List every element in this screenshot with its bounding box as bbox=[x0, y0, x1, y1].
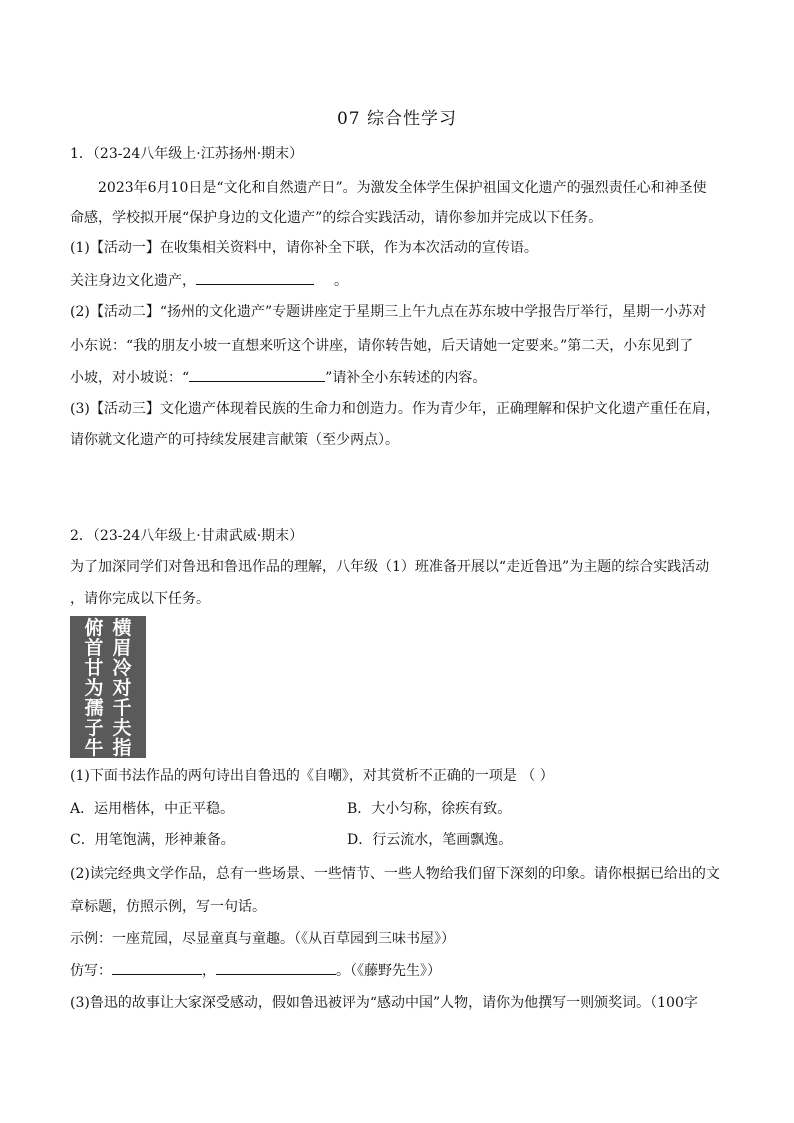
q2-intro-line2: ，请你完成以下任务。 bbox=[70, 591, 210, 607]
calligraphy-character: 子 bbox=[84, 717, 104, 739]
q1-a1-prefix: 关注身边文化遗产， bbox=[70, 273, 196, 289]
option-b[interactable]: B．大小匀称，徐疾有致。 bbox=[347, 801, 512, 817]
q1-activity1: (1)【活动一】在收集相关资料中，请你补全下联，作为本次活动的宣传语。 bbox=[70, 240, 538, 256]
calligraphy-character: 甘 bbox=[84, 657, 104, 679]
q2-sub2-line2: 章标题，仿照示例，写一句话。 bbox=[70, 899, 266, 915]
calligraphy-character: 夫 bbox=[112, 717, 132, 739]
page-title: 07 综合性学习 bbox=[336, 109, 458, 129]
calligraphy-character: 冷 bbox=[112, 657, 132, 679]
imitate-blank-2[interactable] bbox=[216, 960, 336, 975]
q1-activity3-line2: 请你就文化遗产的可持续发展建言献策（至少两点）。 bbox=[70, 432, 399, 448]
q1-a2-suffix: ”请补全小东转述的内容。 bbox=[325, 370, 487, 386]
imitate-suffix: 。（《藤野先生》） bbox=[336, 963, 441, 979]
q2-example: 示例：一座荒园，尽显童真与童趣。（《从百草园到三味书屋》） bbox=[70, 931, 455, 947]
calligraphy-character: 千 bbox=[112, 697, 132, 719]
calligraphy-character: 横 bbox=[112, 617, 132, 639]
q1-intro-line2: 命感，学校拟开展“保护身边的文化遗产”的综合实践活动，请你参加并完成以下任务。 bbox=[70, 210, 603, 226]
option-a[interactable]: A．运用楷体，中正平稳。 bbox=[70, 801, 235, 817]
q1-activity2-line3 bbox=[70, 367, 730, 388]
calligraphy-character: 俯 bbox=[84, 617, 104, 639]
q2-intro-line1: 为了加深同学们对鲁迅和鲁迅作品的理解，八年级（1）班准备开展以“走近鲁迅”为主题的综合实践活动 bbox=[70, 559, 710, 575]
q2-sub1: (1)下面书法作品的两句诗出自鲁迅的《自嘲》，对其赏析不正确的一项是 （ ） bbox=[70, 768, 554, 784]
option-d[interactable]: D．行云流水，笔画飘逸。 bbox=[347, 832, 513, 848]
q1-activity2-line1: (2)【活动二】“扬州的文化遗产”专题讲座定于星期三上午九点在苏东坡中学报告厅举行，星期一小苏对 bbox=[70, 304, 707, 320]
calligraphy-character: 指 bbox=[112, 737, 132, 759]
calligraphy-character: 牛 bbox=[84, 737, 104, 759]
q2-header: 2．（23-24八年级上·甘肃武威·期末） bbox=[70, 528, 304, 544]
q1-header: 1．（23-24八年级上·江苏扬州·期末） bbox=[70, 146, 304, 162]
calligraphy-image bbox=[70, 616, 146, 758]
imitate-prefix: 仿写： bbox=[70, 963, 112, 979]
q1-a1-suffix: 。 bbox=[334, 273, 348, 289]
q1-a2-blank[interactable] bbox=[189, 367, 325, 382]
calligraphy-left-column bbox=[82, 618, 106, 758]
calligraphy-right-column bbox=[110, 618, 134, 758]
imitate-blank-1[interactable] bbox=[112, 960, 202, 975]
calligraphy-character: 对 bbox=[112, 677, 132, 699]
calligraphy-character: 眉 bbox=[112, 637, 132, 659]
q1-a1-blank[interactable] bbox=[196, 270, 314, 285]
q1-a2-prefix: 小坡，对小坡说：“ bbox=[70, 370, 190, 386]
q1-activity1-answer-line bbox=[70, 270, 730, 291]
q2-sub2-line1: (2)读完经典文学作品，总有一些场景、一些情节、一些人物给我们留下深刻的印象。请你根据已给出的文 bbox=[70, 866, 720, 882]
imitate-mid: ， bbox=[202, 963, 216, 979]
q1-intro-line1: 2023年6月10日是“文化和自然遗产日”。为激发全体学生保护祖国文化遗产的强烈责任心和神圣使 bbox=[98, 180, 707, 196]
q2-sub3: (3)鲁迅的故事让大家深受感动，假如鲁迅被评为“感动中国”人物，请你为他撰写一则颁奖词。（100字 bbox=[70, 995, 698, 1011]
q1-activity2-line2: 小东说：“我的朋友小坡一直想来听这个讲座，请你转告她，后天请她一定要来。”第二天，小东见到了 bbox=[70, 338, 694, 354]
calligraphy-character: 为 bbox=[84, 677, 104, 699]
q1-activity3-line1: (3)【活动三】文化遗产体现着民族的生命力和创造力。作为青少年，正确理解和保护文化遗产重任在肩， bbox=[70, 401, 720, 417]
calligraphy-character: 首 bbox=[84, 637, 104, 659]
option-c[interactable]: C．用笔饱满，形神兼备。 bbox=[70, 832, 235, 848]
calligraphy-character: 孺 bbox=[84, 697, 104, 719]
q2-imitate-line bbox=[70, 960, 730, 981]
